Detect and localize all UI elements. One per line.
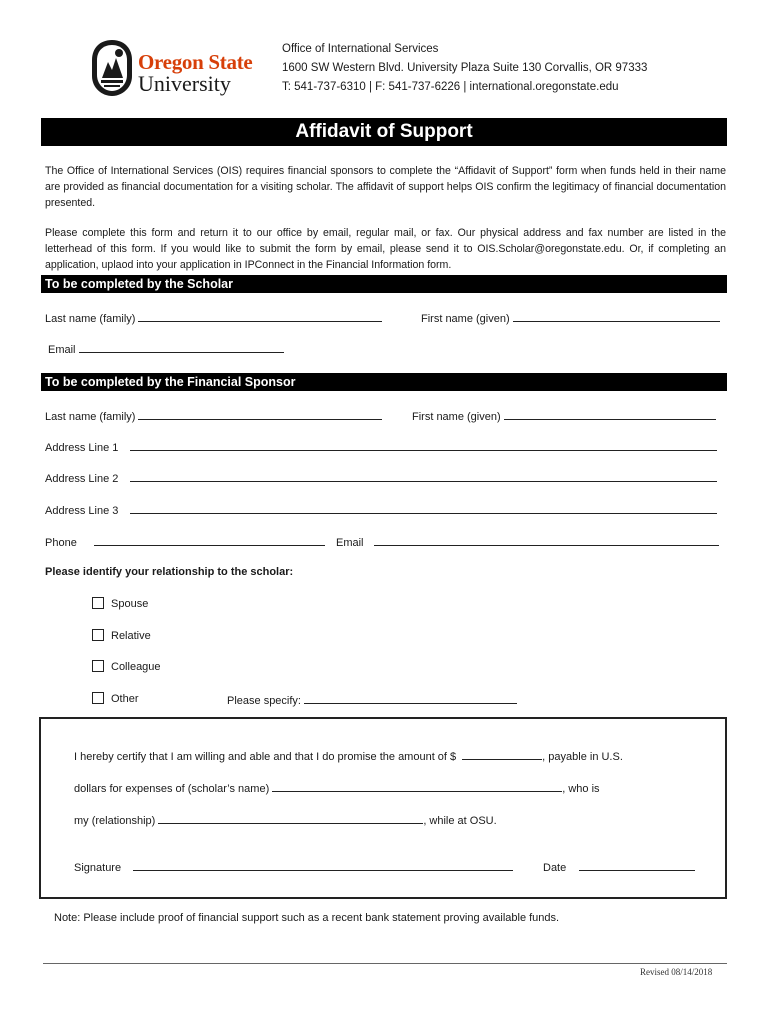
page-title: Affidavit of Support	[41, 118, 727, 146]
scholar-last-name-line[interactable]	[138, 311, 382, 322]
spouse-option-label: Spouse	[111, 598, 149, 610]
sponsor-address-3-line[interactable]	[130, 503, 717, 514]
specify-field[interactable]	[227, 693, 517, 707]
relative-checkbox[interactable]	[92, 629, 104, 641]
certify-text-3b: , while at OSU.	[423, 815, 497, 827]
spouse-checkbox[interactable]	[92, 597, 104, 609]
certify-scholar-line[interactable]	[74, 781, 600, 795]
sponsor-first-name-line[interactable]	[504, 409, 716, 420]
certify-amount-line[interactable]	[74, 749, 623, 763]
certify-text-1: I hereby certify that I am willing and able and that I do promise the amount of $	[74, 751, 457, 763]
other-option-label: Other	[111, 693, 139, 705]
scholar-first-name-label: First name (given)	[421, 313, 510, 325]
sponsor-phone-field[interactable]	[45, 535, 325, 549]
intro-paragraph-1: The Office of International Services (OIS) requires financial sponsors to complete the “Affidavit of Support” form when funds held in their name are provided as financial documentation for a visiting scholar. The affidavit of support helps OIS confirm the legitimacy of financial documentation presented.	[45, 165, 726, 209]
colleague-option-label: Colleague	[111, 661, 161, 673]
sponsor-last-name-field[interactable]	[45, 409, 382, 423]
scholar-email-label: Email	[48, 344, 76, 356]
sponsor-address-1-label: Address Line 1	[45, 442, 119, 454]
signature-line[interactable]	[133, 860, 513, 871]
logo-text-university: University	[138, 71, 231, 96]
sponsor-email-label: Email	[336, 537, 364, 549]
osu-seal-icon	[90, 38, 134, 98]
specify-line[interactable]	[304, 693, 517, 704]
scholar-first-name-field[interactable]	[421, 311, 720, 325]
colleague-checkbox[interactable]	[92, 660, 104, 672]
office-name: Office of International Services	[282, 43, 439, 55]
scholar-email-field[interactable]	[48, 342, 284, 356]
section-header-scholar: To be completed by the Scholar	[41, 275, 727, 293]
date-label: Date	[543, 862, 567, 874]
other-checkbox[interactable]	[92, 692, 104, 704]
certify-text-1b: , payable in U.S.	[542, 751, 623, 763]
scholar-name-line[interactable]	[272, 781, 562, 792]
sponsor-address-2-field[interactable]	[45, 471, 717, 485]
relative-option-label: Relative	[111, 630, 151, 642]
date-field[interactable]	[543, 860, 695, 874]
certify-text-2: dollars for expenses of (scholar’s name)	[74, 783, 270, 795]
logo-text-oregon-state: Oregon State	[138, 50, 253, 74]
sponsor-email-field[interactable]	[336, 535, 719, 549]
office-address: 1600 SW Western Blvd. University Plaza Suite 130 Corvallis, OR 97333	[282, 62, 648, 74]
scholar-last-name-label: Last name (family)	[45, 313, 136, 325]
amount-line[interactable]	[462, 749, 542, 760]
certify-text-2b: , who is	[562, 783, 600, 795]
sponsor-phone-label: Phone	[45, 537, 77, 549]
section-header-sponsor: To be completed by the Financial Sponsor	[41, 373, 727, 391]
sponsor-first-name-label: First name (given)	[412, 411, 501, 423]
sponsor-address-3-label: Address Line 3	[45, 505, 119, 517]
date-line[interactable]	[579, 860, 695, 871]
sponsor-address-2-line[interactable]	[130, 471, 717, 482]
scholar-email-line[interactable]	[79, 342, 284, 353]
osu-logo	[90, 38, 275, 100]
footer-divider	[43, 963, 727, 964]
sponsor-address-3-field[interactable]	[45, 503, 717, 517]
certify-text-3: my (relationship)	[74, 815, 156, 827]
office-contact: T: 541-737-6310 | F: 541-737-6226 | international.oregonstate.edu	[282, 81, 619, 93]
sponsor-phone-line[interactable]	[94, 535, 325, 546]
specify-label: Please specify:	[227, 695, 301, 707]
signature-label: Signature	[74, 862, 122, 874]
sponsor-first-name-field[interactable]	[412, 409, 716, 423]
sponsor-email-line[interactable]	[374, 535, 719, 546]
sponsor-address-2-label: Address Line 2	[45, 473, 119, 485]
certify-relationship-line[interactable]	[74, 813, 497, 827]
sponsor-last-name-label: Last name (family)	[45, 411, 136, 423]
sponsor-address-1-field[interactable]	[45, 440, 717, 454]
relationship-question: Please identify your relationship to the scholar:	[45, 566, 294, 578]
scholar-first-name-line[interactable]	[513, 311, 720, 322]
signature-field[interactable]	[74, 860, 513, 874]
intro-paragraph-2: Please complete this form and return it to our office by email, regular mail, or fax. Our physical address and fax number are listed in the letterhead of this form. If you would like to submit the form by email, please send it to OIS.Scholar@oregonstate.edu. Or, if completing an application, uplaod into your application in IPConnect in the Financial Information form.	[45, 227, 726, 271]
note-text: Note: Please include proof of financial support such as a recent bank statement proving available funds.	[54, 912, 560, 924]
scholar-last-name-field[interactable]	[45, 311, 382, 325]
relationship-line[interactable]	[158, 813, 423, 824]
sponsor-address-1-line[interactable]	[130, 440, 717, 451]
revised-date: Revised 08/14/2018	[640, 967, 713, 977]
sponsor-last-name-line[interactable]	[138, 409, 382, 420]
